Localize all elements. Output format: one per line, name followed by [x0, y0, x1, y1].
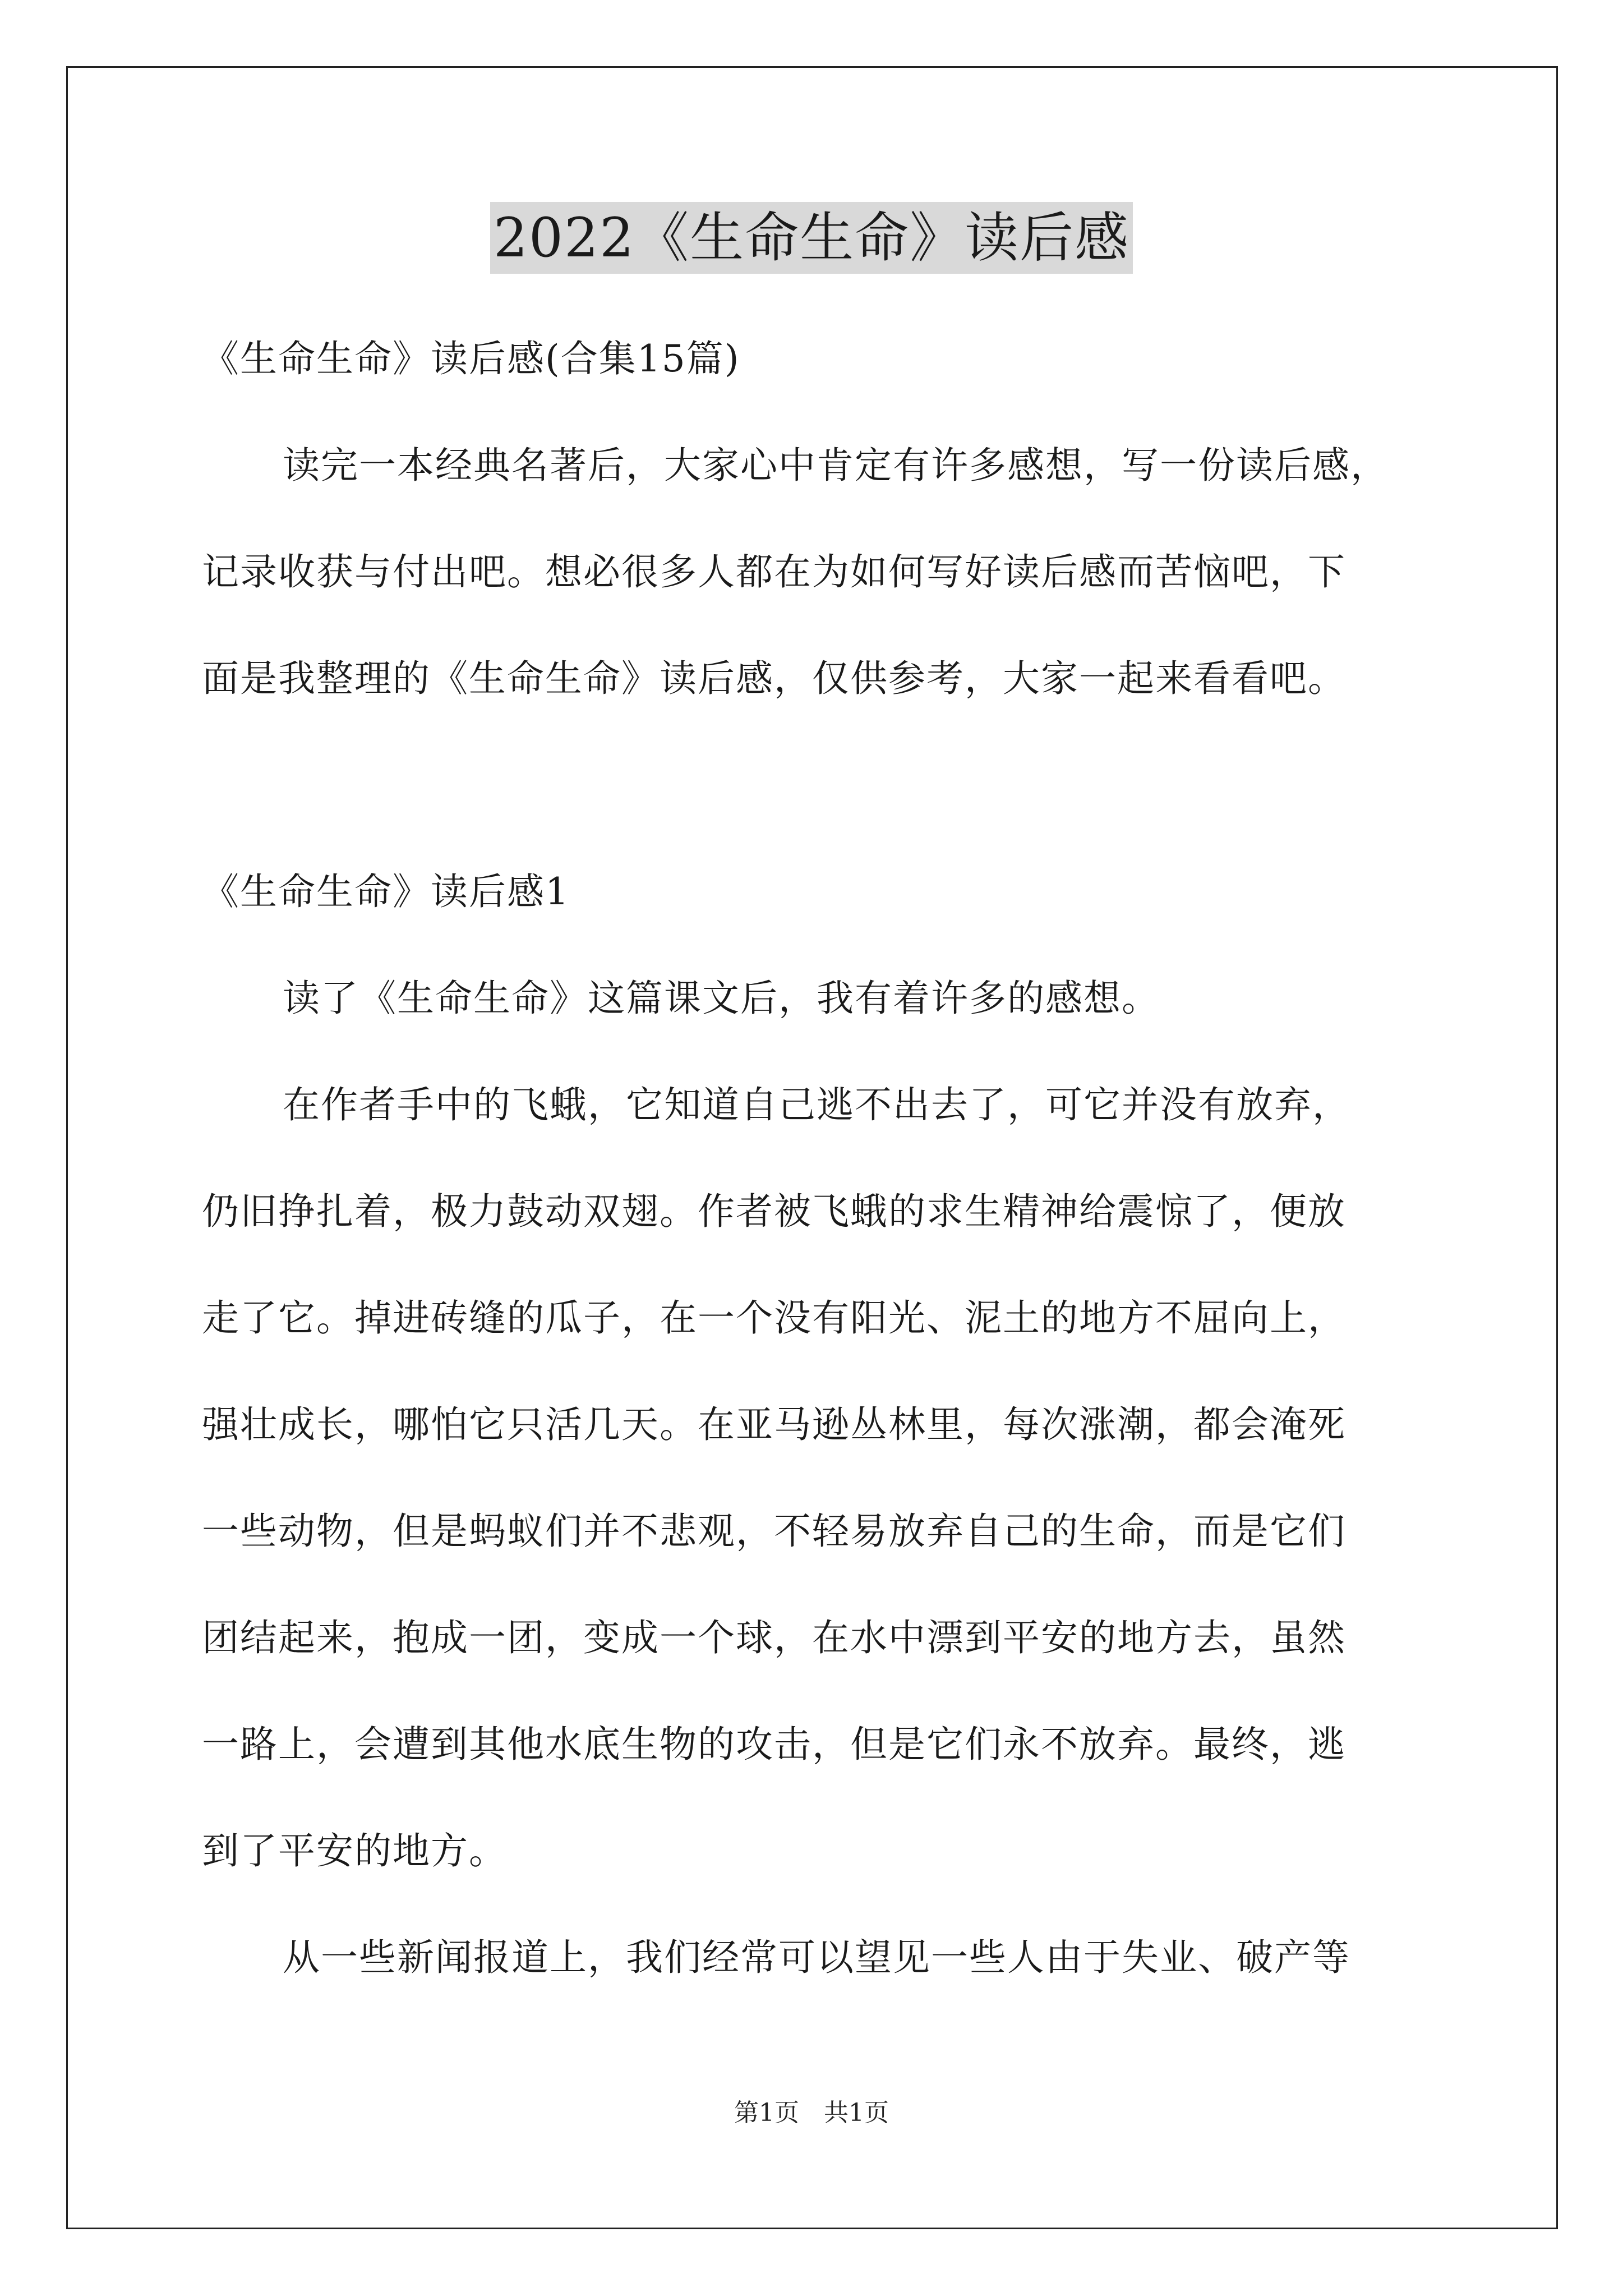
paragraph-line: 强壮成长，哪怕它只活几天。在亚马逊丛林里，每次涨潮，都会淹死 — [202, 1403, 1346, 1446]
document-subtitle: 《生命生命》读后感(合集15篇) — [202, 337, 740, 380]
intro-paragraph-line: 面是我整理的《生命生命》读后感，仅供参考，大家一起来看看吧。 — [202, 657, 1346, 700]
title-container — [0, 202, 1623, 274]
page-footer: 第1页 共1页 — [734, 2099, 889, 2127]
paragraph-line: 从一些新闻报道上，我们经常可以望见一些人由于失业、破产等 — [283, 1936, 1350, 1979]
intro-paragraph-line: 读完一本经典名著后，大家心中肯定有许多感想，写一份读后感， — [283, 444, 1389, 487]
paragraph-line: 在作者手中的飞蛾，它知道自己逃不出去了，可它并没有放弃， — [283, 1083, 1350, 1126]
section-heading: 《生命生命》读后感1 — [202, 870, 570, 913]
document-body — [202, 306, 1436, 2011]
document-title: 2022《生命生命》读后感 — [490, 202, 1133, 274]
paragraph-line: 一些动物，但是蚂蚁们并不悲观，不轻易放弃自己的生命，而是它们 — [202, 1510, 1346, 1553]
paragraph-line: 团结起来，抱成一团，变成一个球，在水中漂到平安的地方去，虽然 — [202, 1616, 1346, 1659]
paragraph-line: 读了《生命生命》这篇课文后，我有着许多的感想。 — [283, 977, 1160, 1020]
paragraph-line: 一路上，会遭到其他水底生物的攻击，但是它们永不放弃。最终，逃 — [202, 1723, 1346, 1766]
blank-line — [202, 732, 1436, 839]
paragraph-line: 到了平安的地方。 — [202, 1829, 507, 1872]
intro-paragraph-line: 记录收获与付出吧。想必很多人都在为如何写好读后感而苦恼吧，下 — [202, 550, 1346, 593]
paragraph-line: 走了它。掉进砖缝的瓜子，在一个没有阳光、泥土的地方不屈向上， — [202, 1296, 1346, 1340]
paragraph-line: 仍旧挣扎着，极力鼓动双翅。作者被飞蛾的求生精神给震惊了，便放 — [202, 1190, 1346, 1233]
